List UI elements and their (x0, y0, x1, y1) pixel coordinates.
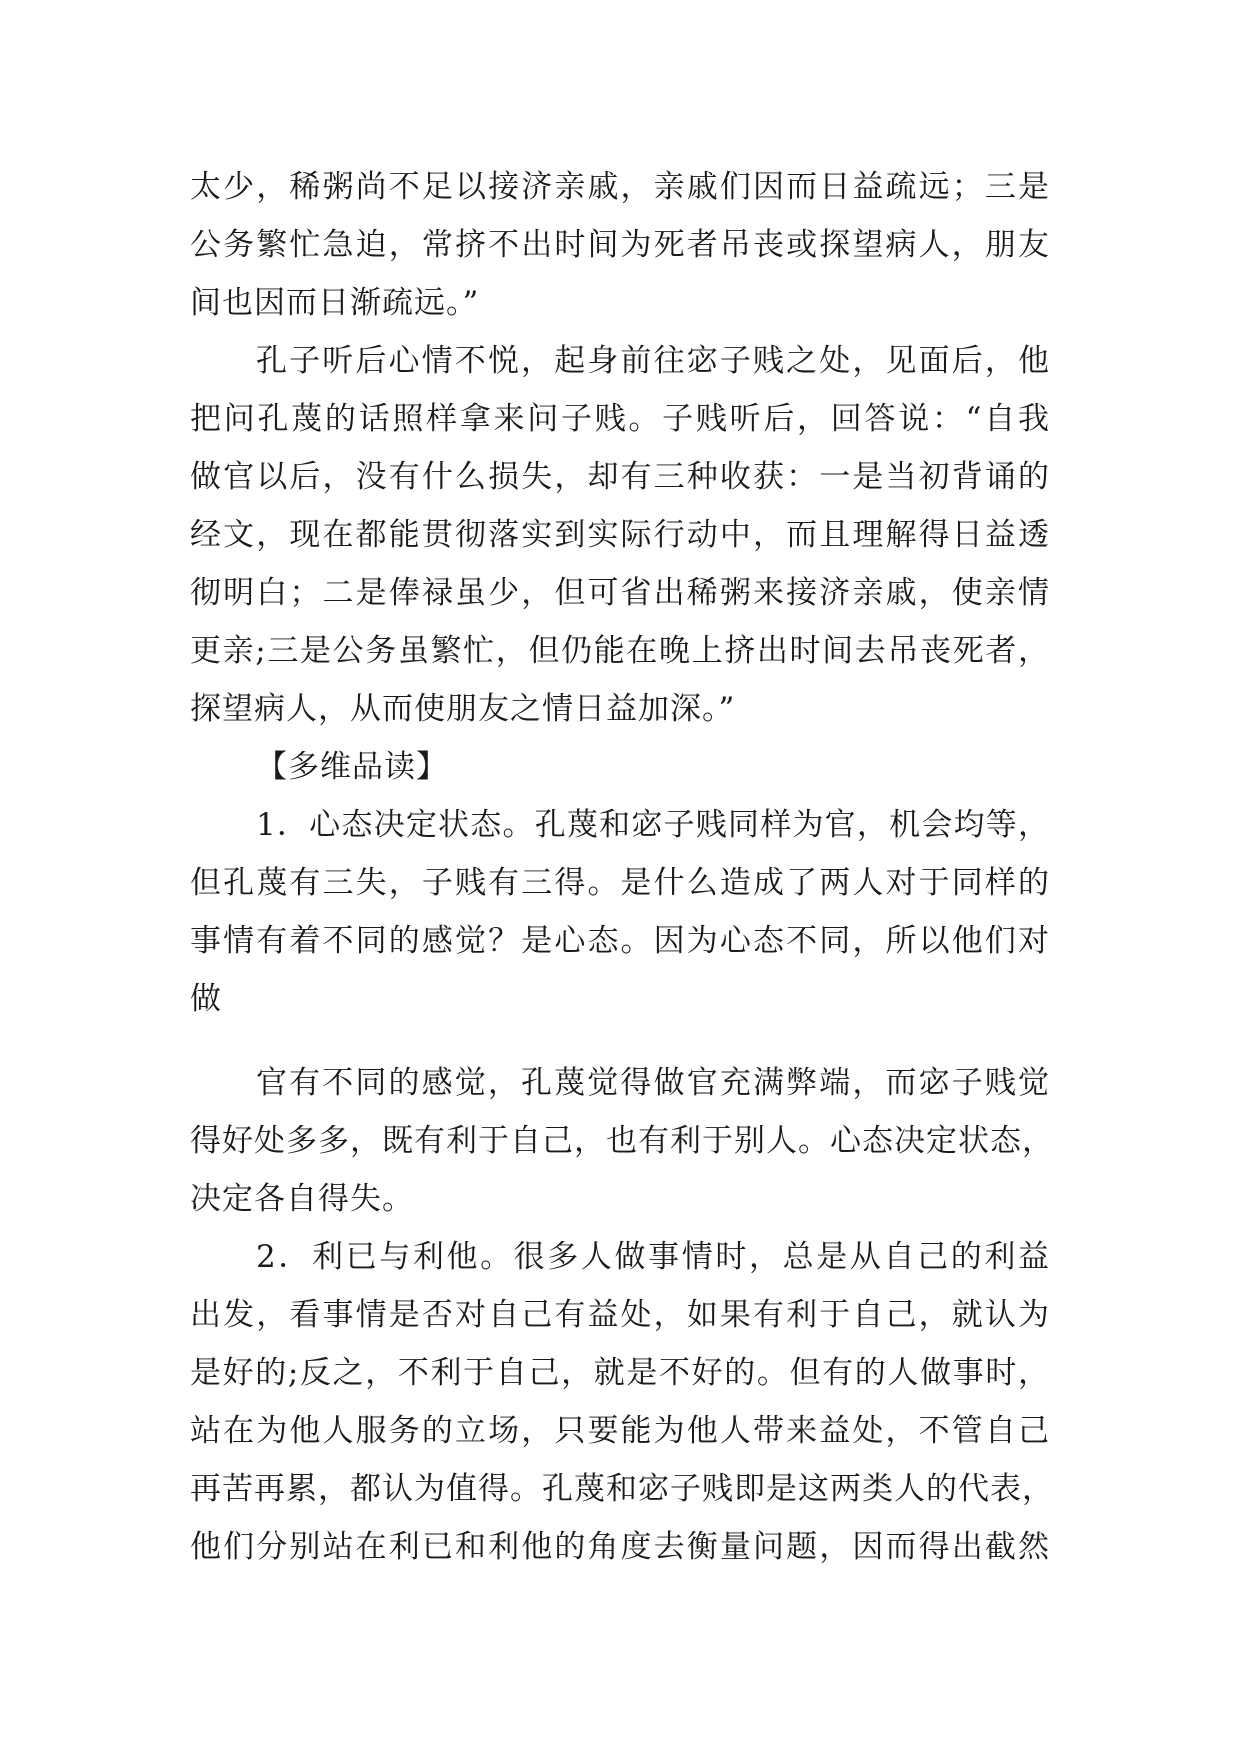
section-heading: 【多维品读】 (256, 749, 448, 785)
text-line: 公务繁忙急迫，常挤不出时间为死者吊丧或探望病人，朋友 (190, 227, 1050, 263)
text-line: 太少，稀粥尚不足以接济亲戚，亲戚们因而日益疏远；三是 (190, 169, 1050, 205)
text-line: 经文，现在都能贯彻落实到实际行动中，而且理解得日益透 (190, 517, 1050, 553)
text-line: 是好的;反之，不利于自己，就是不好的。但有的人做事时， (190, 1355, 1050, 1391)
text-line: 做官以后，没有什么损失，却有三种收获：一是当初背诵的 (190, 459, 1050, 495)
text-line: 把问孔蔑的话照样拿来问子贱。子贱听后，回答说：“自我 (190, 401, 1050, 437)
text-line: 出发，看事情是否对自己有益处，如果有利于自己，就认为 (190, 1297, 1050, 1333)
text-line: 但孔蔑有三失，子贱有三得。是什么造成了两人对于同样的 (190, 865, 1050, 901)
paragraph-start-line: 1．心态决定状态。孔蔑和宓子贱同样为官，机会均等， (256, 807, 1050, 843)
text-line: 再苦再累，都认为值得。孔蔑和宓子贱即是这两类人的代表， (190, 1471, 1054, 1507)
paragraph-start-line: 2．利已与利他。很多人做事情时，总是从自己的利益 (256, 1239, 1050, 1275)
text-line: 彻明白；二是俸禄虽少，但可省出稀粥来接济亲戚，使亲情 (190, 575, 1050, 611)
text-line: 探望病人，从而使朋友之情日益加深。” (190, 691, 736, 727)
text-line: 间也因而日渐疏远。” (190, 285, 480, 321)
text-line: 决定各自得失。 (190, 1181, 414, 1217)
text-line: 站在为他人服务的立场，只要能为他人带来益处，不管自己 (190, 1413, 1050, 1449)
text-line: 他们分别站在利已和利他的角度去衡量问题，因而得出截然 (190, 1529, 1050, 1565)
text-line: 得好处多多，既有利于自己，也有利于别人。心态决定状态， (190, 1123, 1054, 1159)
text-line: 事情有着不同的感觉？是心态。因为心态不同，所以他们对 (190, 923, 1050, 959)
text-line: 做 (190, 981, 222, 1017)
paragraph-start-line: 官有不同的感觉，孔蔑觉得做官充满弊端，而宓子贱觉 (256, 1065, 1050, 1101)
paragraph-gap (190, 1028, 1050, 1054)
document-body (190, 158, 1054, 1576)
text-line: 更亲;三是公务虽繁忙，但仍能在晚上挤出时间去吊丧死者， (190, 633, 1050, 669)
paragraph-start-line: 孔子听后心情不悦，起身前往宓子贱之处，见面后，他 (256, 343, 1050, 379)
